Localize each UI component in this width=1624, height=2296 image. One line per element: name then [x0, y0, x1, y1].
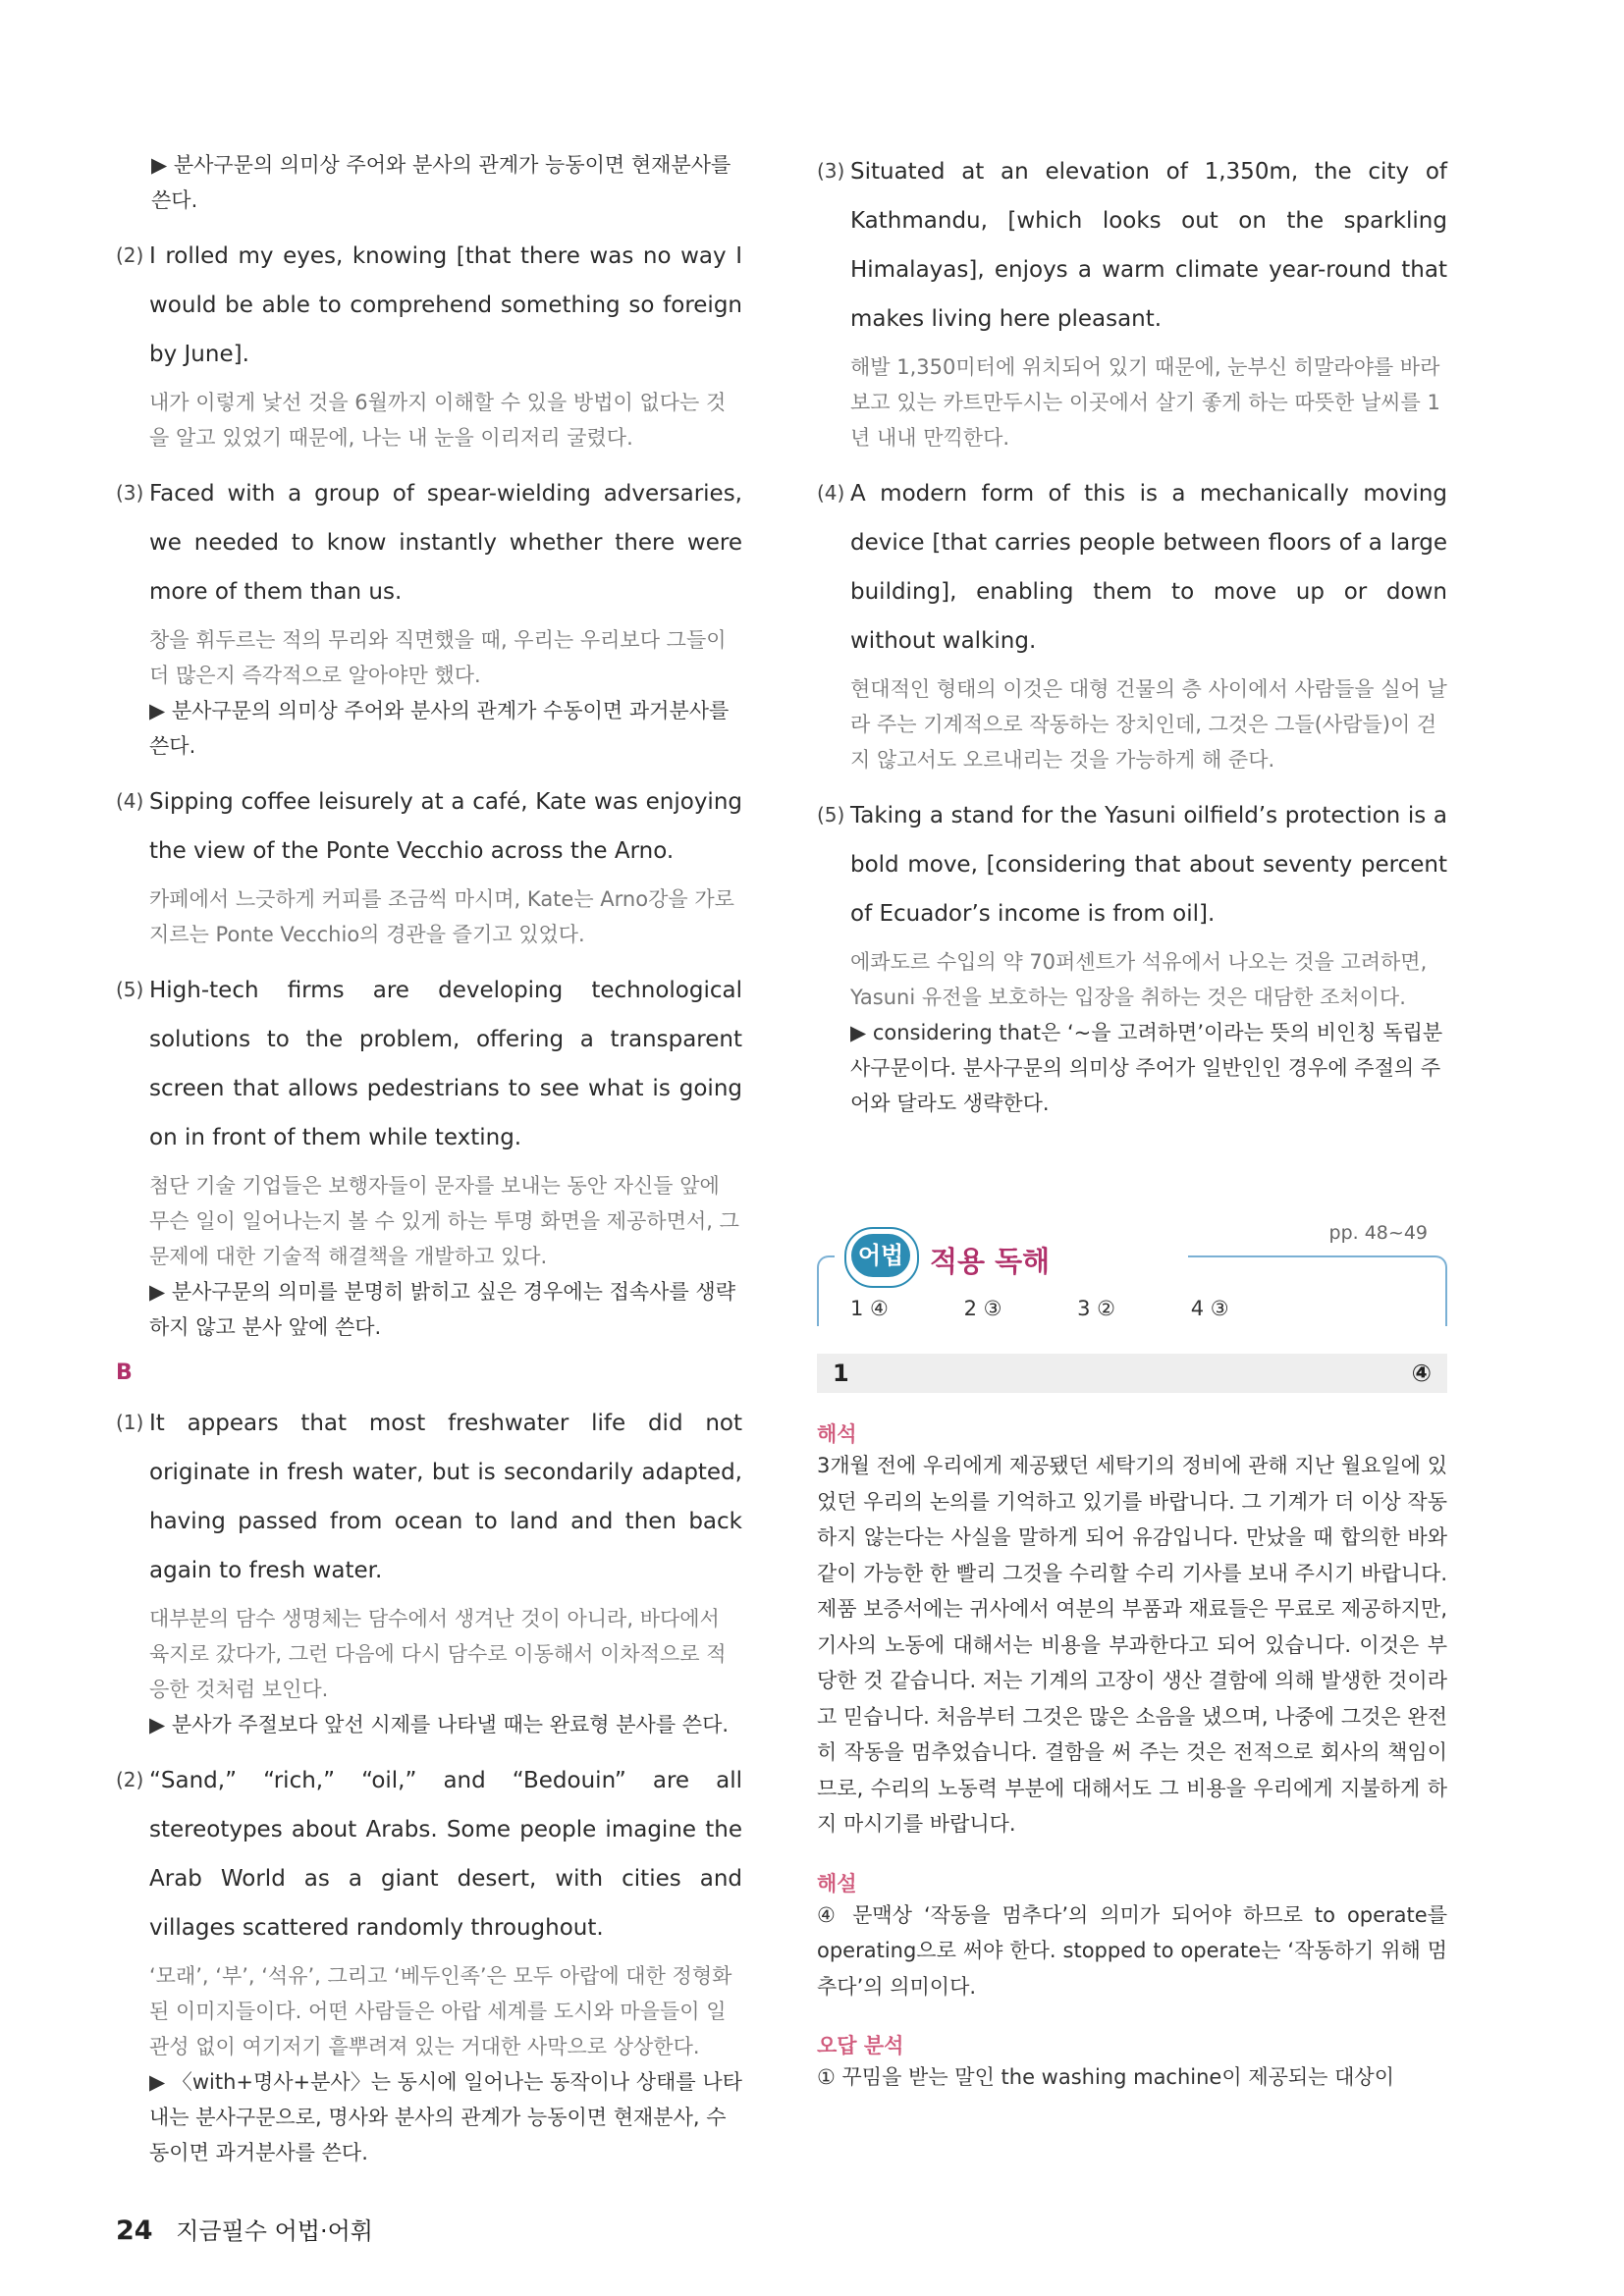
left-column — [116, 147, 742, 2170]
item-r4 — [817, 469, 1447, 777]
item-b2 — [116, 1756, 742, 2170]
wrong-answer-text: ① 꾸밈을 받는 말인 the washing machine이 제공되는 대상이 — [817, 2065, 1394, 2089]
page-number: 24 — [116, 2216, 153, 2246]
english-sentence: I rolled my eyes, knowing [that there was no way I would be able to comprehend something so foreign by June]. — [149, 243, 742, 367]
answer-key-item: 4 ③ — [1190, 1297, 1229, 1320]
korean-translation: 카페에서 느긋하게 커피를 조금씩 마시며, Kate는 Arno강을 가로지르는 Ponte Vecchio의 경관을 즐기고 있었다. — [149, 887, 734, 946]
right-column — [817, 147, 1447, 2096]
grammar-note: ▶ 〈with+명사+분사〉는 동시에 일어나는 동작이나 상태를 나타내는 분사구문으로, 명사와 분사의 관계가 능동이면 현재분사, 수동이면 과거분사를 쓴다. — [149, 2070, 742, 2164]
item-number: (4) — [817, 481, 845, 505]
korean-translation: 대부분의 담수 생명체는 담수에서 생겨난 것이 아니라, 바다에서 육지로 갔다가, 그런 다음에 다시 담수로 이동해서 이차적으로 적응한 것처럼 보인다. — [149, 1607, 727, 1701]
korean-translation: 창을 휘두르는 적의 무리와 직면했을 때, 우리는 우리보다 그들이 더 많은지 즉각적으로 알아야만 했다. — [149, 628, 727, 687]
english-sentence: “Sand,” “rich,” “oil,” and “Bedouin” are all stereotypes about Arabs. Some people imagine the Arab World as a giant desert, with cities and villages scattered randomly throughout. — [149, 1768, 742, 1941]
grammar-pill: 어법 — [851, 1234, 910, 1277]
english-sentence: Taking a stand for the Yasuni oilfield’s protection is a bold move, [considering that about seventy percent of Ecuador’s income is from oil]. — [850, 803, 1447, 927]
answer-choice: ④ — [1411, 1360, 1432, 1387]
item-number: (3) — [817, 159, 845, 183]
item-number: (1) — [116, 1411, 144, 1434]
translation-text: 3개월 전에 우리에게 제공됐던 세탁기의 정비에 관해 지난 월요일에 있었던 우리의 논의를 기억하고 있기를 바랍니다. 그 기계가 더 이상 작동하지 않는다는 사실을 말하게 되어 유감입니다. 만났을 때 합의한 바와 같이 가능한 한 빨리 그것을 수리할 수리 기사를 보내 주시기 바랍니다. 제품 보증서에는 귀사에서 여분의 부품과 재료들은 무료로 제공하지만, 기사의 노동에 대해서는 비용을 부과한다고 되어 있습니다. 이것은 부당한 것 같습니다. 저는 기계의 고장이 생산 결함에 의해 발생한 것이라고 믿습니다. 처음부터 그것은 많은 소음을 냈으며, 나중에 그것은 완전히 작동을 멈추었습니다. 결함을 써 주는 것은 전적으로 회사의 책임이므로, 수리의 노동력 부분에 대해서도 그 비용을 우리에게 지불하게 하지 마시기를 바랍니다. — [817, 1454, 1447, 1836]
item-number: (5) — [817, 803, 845, 827]
korean-translation: 첨단 기술 기업들은 보행자들이 문자를 보내는 동안 자신들 앞에 무슨 일이 일어나는지 볼 수 있게 하는 투명 화면을 제공하면서, 그 문제에 대한 기술적 해결책을 개발하고 있다. — [149, 1174, 739, 1268]
item-number: (2) — [116, 1768, 144, 1791]
item-number: (2) — [116, 243, 144, 267]
item-number: (4) — [116, 789, 144, 813]
item-r5 — [817, 791, 1447, 1121]
grammar-note: ▶ 분사구문의 의미상 주어와 분사의 관계가 수동이면 과거분사를 쓴다. — [149, 699, 730, 758]
english-sentence: High-tech firms are developing technological solutions to the problem, offering a transparent screen that allows pedestrians to see what is going on in front of them while texting. — [149, 978, 742, 1150]
item-l2 — [116, 232, 742, 455]
english-sentence: A modern form of this is a mechanically moving device [that carries people between floors of a large building], enabling them to move up or down without walking. — [850, 481, 1447, 654]
translation-label: 해석 — [817, 1422, 857, 1446]
applied-reading-banner — [817, 1222, 1447, 1332]
page-footer — [116, 2212, 373, 2246]
item-l5 — [116, 966, 742, 1345]
item-b1 — [116, 1399, 742, 1742]
item-number: (3) — [116, 481, 144, 505]
answer-key-item: 3 ② — [1077, 1297, 1115, 1320]
explanation-text: ④ 문맥상 ‘작동을 멈추다’의 의미가 되어야 하므로 to operate를 operating으로 써야 한다. stopped to operate는 ‘작동하기 위해 멈추다’의 의미이다. — [817, 1902, 1447, 1999]
grammar-note: ▶ 분사구문의 의미를 분명히 밝히고 싶은 경우에는 접속사를 생략하지 않고 분사 앞에 쓴다. — [149, 1280, 735, 1339]
banner-title: 적용 독해 — [930, 1245, 1051, 1278]
item-number: (5) — [116, 978, 144, 1001]
answer-number: 1 — [833, 1360, 849, 1387]
book-title: 지금필수 어법·어휘 — [176, 2217, 373, 2245]
item-r3 — [817, 147, 1447, 455]
korean-translation: 해발 1,350미터에 위치되어 있기 때문에, 눈부신 히말라야를 바라보고 있는 카트만두시는 이곳에서 살기 좋게 하는 따뜻한 날씨를 1년 내내 만끽한다. — [850, 355, 1440, 450]
korean-translation: 내가 이렇게 낯선 것을 6월까지 이해할 수 있을 방법이 없다는 것을 알고 있었기 때문에, 나는 내 눈을 이리저리 굴렸다. — [149, 391, 727, 450]
intro-note: ▶ 분사구문의 의미상 주어와 분사의 관계가 능동이면 현재분사를 쓴다. — [151, 153, 731, 212]
answer-key — [850, 1297, 1298, 1320]
section-b-heading: B — [116, 1361, 133, 1385]
english-sentence: It appears that most freshwater life did not originate in fresh water, but is secondarily adapted, having passed from ocean to land and then back again to fresh water. — [149, 1411, 742, 1583]
answer-key-item: 1 ④ — [850, 1297, 889, 1320]
english-sentence: Faced with a group of spear-wielding adversaries, we needed to know instantly whether there were more of them than us. — [149, 481, 742, 605]
answer-key-item: 2 ③ — [963, 1297, 1002, 1320]
page-range: pp. 48~49 — [1328, 1222, 1428, 1244]
explanation-label: 해설 — [817, 1871, 857, 1896]
answer-bar — [817, 1354, 1447, 1393]
grammar-note: ▶ considering that은 ‘~을 고려하면’이라는 뜻의 비인칭 독립분사구문이다. 분사구문의 의미상 주어가 일반인인 경우에 주절의 주어와 달라도 생략한다. — [850, 1021, 1443, 1115]
item-l4 — [116, 777, 742, 952]
english-sentence: Situated at an elevation of 1,350m, the city of Kathmandu, [which looks out on the sparkling Himalayas], enjoys a warm climate year-round that makes living here pleasant. — [850, 159, 1447, 332]
korean-translation: 에콰도르 수입의 약 70퍼센트가 석유에서 나오는 것을 고려하면, Yasuni 유전을 보호하는 입장을 취하는 것은 대담한 조처이다. — [850, 950, 1428, 1009]
wrong-answer-label: 오답 분석 — [817, 2034, 904, 2057]
grammar-note: ▶ 분사가 주절보다 앞선 시제를 나타낼 때는 완료형 분사를 쓴다. — [149, 1713, 730, 1736]
english-sentence: Sipping coffee leisurely at a café, Kate was enjoying the view of the Ponte Vecchio across the Arno. — [149, 789, 742, 864]
korean-translation: 현대적인 형태의 이것은 대형 건물의 층 사이에서 사람들을 실어 날라 주는 기계적으로 작동하는 장치인데, 그것은 그들(사람들)이 걷지 않고서도 오르내리는 것을 가능하게 해 준다. — [850, 677, 1447, 772]
korean-translation: ‘모래’, ‘부’, ‘석유’, 그리고 ‘베두인족’은 모두 아랍에 대한 정형화된 이미지들이다. 어떤 사람들은 아랍 세계를 도시와 마을들이 일관성 없이 여기저기 흩뿌려져 있는 거대한 사막으로 상상한다. — [149, 1964, 732, 2058]
item-l3 — [116, 469, 742, 764]
